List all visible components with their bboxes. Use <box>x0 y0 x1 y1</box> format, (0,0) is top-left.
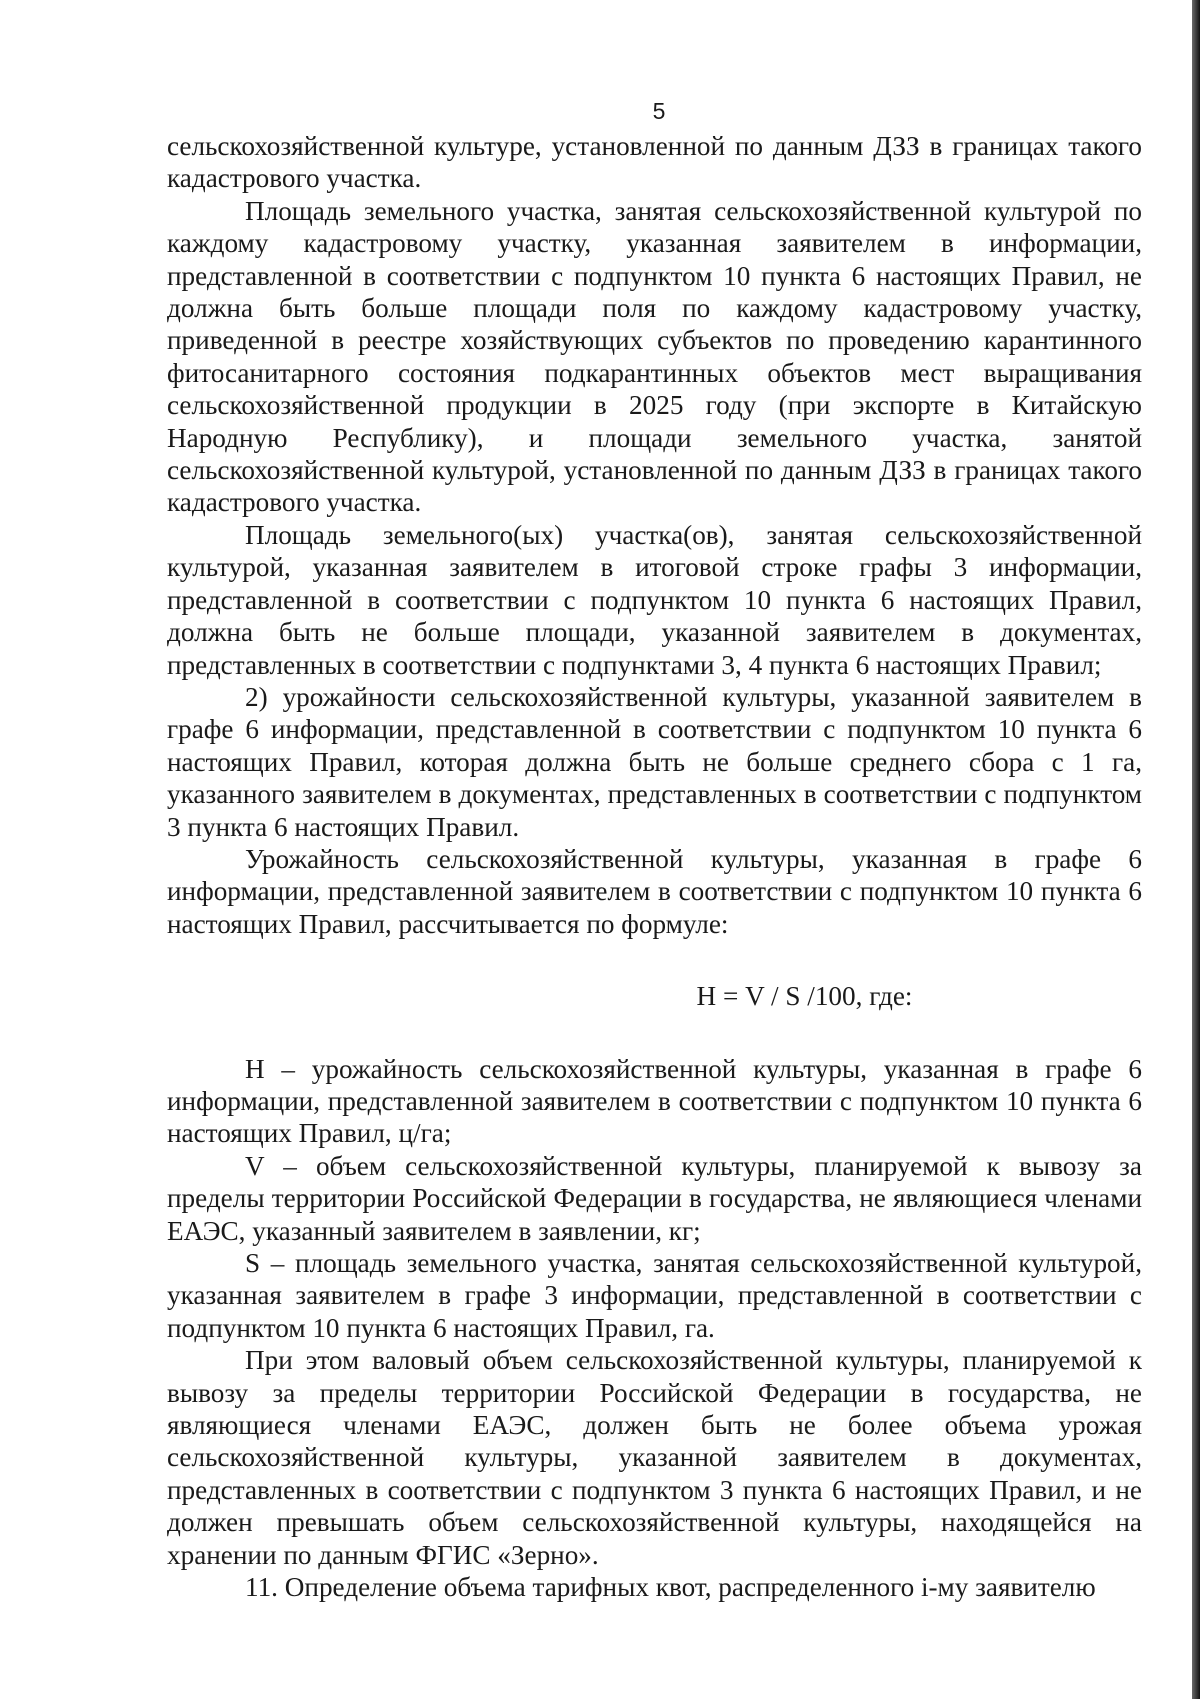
definition-h: Н – урожайность сельскохозяйственной культуры, указанная в графе 6 информации, представленной заявителем в соответствии с подпунктом 10 пункта 6 настоящих Правил, ц/га; <box>167 1053 1142 1149</box>
formula: Н = V / S /100, где: <box>696 981 913 1012</box>
paragraph-yield-formula-intro: Урожайность сельскохозяйственной культуры, указанная в графе 6 информации, представленной заявителем в соответствии с подпунктом 10 пункта 6 настоящих Правил, рассчитывается по формуле: <box>167 843 1142 939</box>
paragraph-area-total: Площадь земельного(ых) участка(ов), занятая сельскохозяйственной культурой, указанная заявителем в итоговой строке графы 3 информации, представленной в соответствии с подпунктом 10 пункта 6 настоящих Правил, должна быть не больше площади, указанной заявителем в документах, представленных в соответствии с подпунктами 3, 4 пункта 6 настоящих Правил; <box>167 519 1142 680</box>
paragraph-gross-volume: При этом валовый объем сельскохозяйственной культуры, планируемой к вывозу за пределы территории Российской Федерации в государства, не являющиеся членами ЕАЭС, должен быть не более объема урожая сельскохозяйственной культуры, указанной заявителем в документах, представленных в соответствии с подпунктом 3 пункта 6 настоящих Правил, и не должен превышать объем сельскохозяйственной культуры, находящейся на хранении по данным ФГИС «Зерно». <box>167 1345 1142 1570</box>
document-body <box>167 130 1142 1603</box>
paragraph-yield-item-2: 2) урожайности сельскохозяйственной культуры, указанной заявителем в графе 6 информации, представленной в соответствии с подпунктом 10 пункта 6 настоящих Правил, которая должна быть не больше среднего сбора с 1 га, указанного заявителем в документах, представленных в соответствии с подпунктом 3 пункта 6 настоящих Правил. <box>167 681 1142 842</box>
paragraph-area-cadastral: Площадь земельного участка, занятая сельскохозяйственной культурой по каждому кадастровому участку, указанная заявителем в информации, представленной в соответствии с подпунктом 10 пункта 6 настоящих Правил, не должна быть больше площади поля по каждому кадастровому участку, приведенной в реестре хозяйствующих субъектов по проведению карантинного фитосанитарного состояния подкарантинных объектов мест выращивания сельскохозяйственной продукции в 2025 году (при экспорте в Китайскую Народную Республику), и площади земельного участка, занятой сельскохозяйственной культурой, установленной по данным ДЗЗ в границах такого кадастрового участка. <box>167 195 1142 518</box>
paragraph-item-11: 11. Определение объема тарифных квот, распределенного i-му заявителю <box>245 1572 1096 1603</box>
definition-v: V – объем сельскохозяйственной культуры, планируемой к вывозу за пределы территории Российской Федерации в государства, не являющиеся членами ЕАЭС, указанный заявителем в заявлении, кг; <box>167 1150 1142 1246</box>
paragraph-continuation: сельскохозяйственной культуре, установленной по данным ДЗЗ в границах такого кадастрового участка. <box>167 131 1142 194</box>
page-number: 5 <box>652 98 666 124</box>
definition-s: S – площадь земельного участка, занятая сельскохозяйственной культурой, указанная заявителем в графе 3 информации, представленной в соответствии с подпунктом 10 пункта 6 настоящих Правил, га. <box>167 1248 1142 1343</box>
scan-page-edge <box>1192 0 1200 1699</box>
